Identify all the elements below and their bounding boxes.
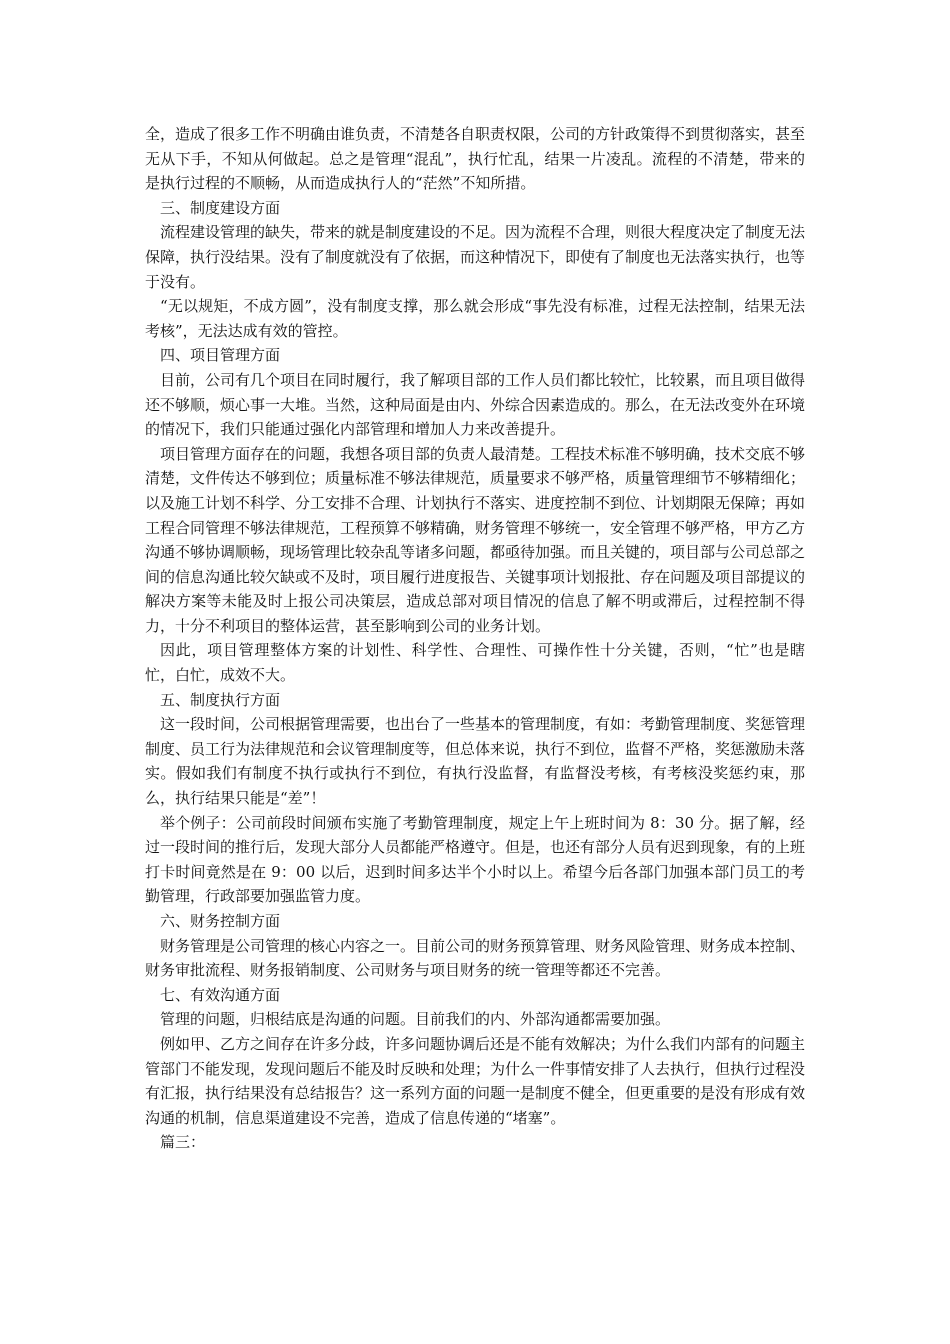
document-page bbox=[145, 122, 805, 1155]
section-heading-system-execution: 五、制度执行方面 bbox=[160, 690, 281, 709]
paragraph: 财务管理是公司管理的核心内容之一。目前公司的财务预算管理、财务风险管理、财务成本控制、财务审批流程、财务报销制度、公司财务与项目财务的统一管理等都还不完善。 bbox=[145, 936, 806, 980]
section-heading-project-management: 四、项目管理方面 bbox=[160, 346, 281, 365]
paragraph: 这一段时间，公司根据管理需要，也出台了一些基本的管理制度，有如：考勤管理制度、奖惩管理制度、员工行为法律规范和会议管理制度等，但总体来说，执行不到位，监督不严格，奖惩激励未落实。假如我们有制度不执行或执行不到位，有执行没监督，有监督没考核，有考核没奖惩约束，那么，执行结果只能是“差”！ bbox=[145, 715, 806, 808]
section-heading-part-three: 篇三： bbox=[160, 1133, 206, 1152]
paragraph: “无以规矩，不成方圆”，没有制度支撑，那么就会形成“事先没有标准，过程无法控制，结果无法考核”，无法达成有效的管控。 bbox=[145, 297, 805, 340]
section-heading-effective-communication: 七、有效沟通方面 bbox=[160, 985, 281, 1004]
paragraph: 因此，项目管理整体方案的计划性、科学性、合理性、可操作性十分关键，否则，“忙”也是瞎忙，白忙，成效不大。 bbox=[145, 641, 805, 685]
paragraph: 管理的问题，归根结底是沟通的问题。目前我们的内、外部沟通都需要加强。 bbox=[160, 1010, 671, 1029]
paragraph-continuation: 全，造成了很多工作不明确由谁负责，不清楚各自职责权限，公司的方针政策得不到贯彻落实，甚至无从下手，不知从何做起。总之是管理“混乱”，执行忙乱，结果一片凌乱。流程的不清楚，带来的是执行过程的不顺畅，从而造成执行人的“茫然”不知所措。 bbox=[145, 125, 806, 193]
paragraph: 例如甲、乙方之间存在许多分歧，许多问题协调后还是不能有效解决；为什么我们内部有的问题主管部门不能发现，发现问题后不能及时反映和处理；为什么一件事情安排了人去执行，但执行过程没有汇报，执行结果没有总结报告？这一系列方面的问题一是制度不健全，但更重要的是没有形成有效沟通的机制，信息渠道建设不完善，造成了信息传递的“堵塞”。 bbox=[145, 1034, 806, 1127]
paragraph: 目前，公司有几个项目在同时履行，我了解项目部的工作人员们都比较忙，比较累，而且项目做得还不够顺，烦心事一大堆。当然，这种局面是由内、外综合因素造成的。那么，在无法改变外在环境的情况下，我们只能通过强化内部管理和增加人力来改善提升。 bbox=[145, 370, 806, 439]
paragraph: 流程建设管理的缺失，带来的就是制度建设的不足。因为流程不合理，则很大程度决定了制度无法保障，执行没结果。没有了制度就没有了依据，而这种情况下，即使有了制度也无法落实执行，也等于没有。 bbox=[145, 223, 806, 291]
paragraph: 项目管理方面存在的问题，我想各项目部的负责人最清楚。工程技术标准不够明确，技术交底不够清楚，文件传达不够到位；质量标准不够法律规范，质量要求不够严格，质量管理细节不够精细化；以及施工计划不科学、分工安排不合理、计划执行不落实、进度控制不到位、计划期限无保障；再如工程合同管理不够法律规范，工程预算不够精确，财务管理不够统一，安全管理不够严格，甲方乙方沟通不够协调顺畅，现场管理比较杂乱等诸多问题，都亟待加强。而且关键的，项目部与公司总部之间的信息沟通比较欠缺或不及时，项目履行进度报告、关键事项计划报批、存在问题及项目部提议的解决方案等未能及时上报公司决策层，造成总部对项目情况的信息了解不明或滞后，过程控制不得力，十分不利项目的整体运营，甚至影响到公司的业务计划。 bbox=[145, 444, 806, 635]
section-heading-system-building: 三、制度建设方面 bbox=[160, 198, 281, 217]
paragraph: 举个例子：公司前段时间颁布实施了考勤管理制度，规定上午上班时间为 8：30 分。据了解，经过一段时间的推行后，发现大部分人员都能严格遵守。但是，也还有部分人员有迟到现象，有的上班打卡时间竟然是在 9：00 以后，迟到时间多达半个小时以上。希望今后各部门加强本部门员工的考勤管理，行政部要加强监管力度。 bbox=[145, 813, 806, 906]
section-heading-financial-control: 六、财务控制方面 bbox=[160, 912, 281, 930]
